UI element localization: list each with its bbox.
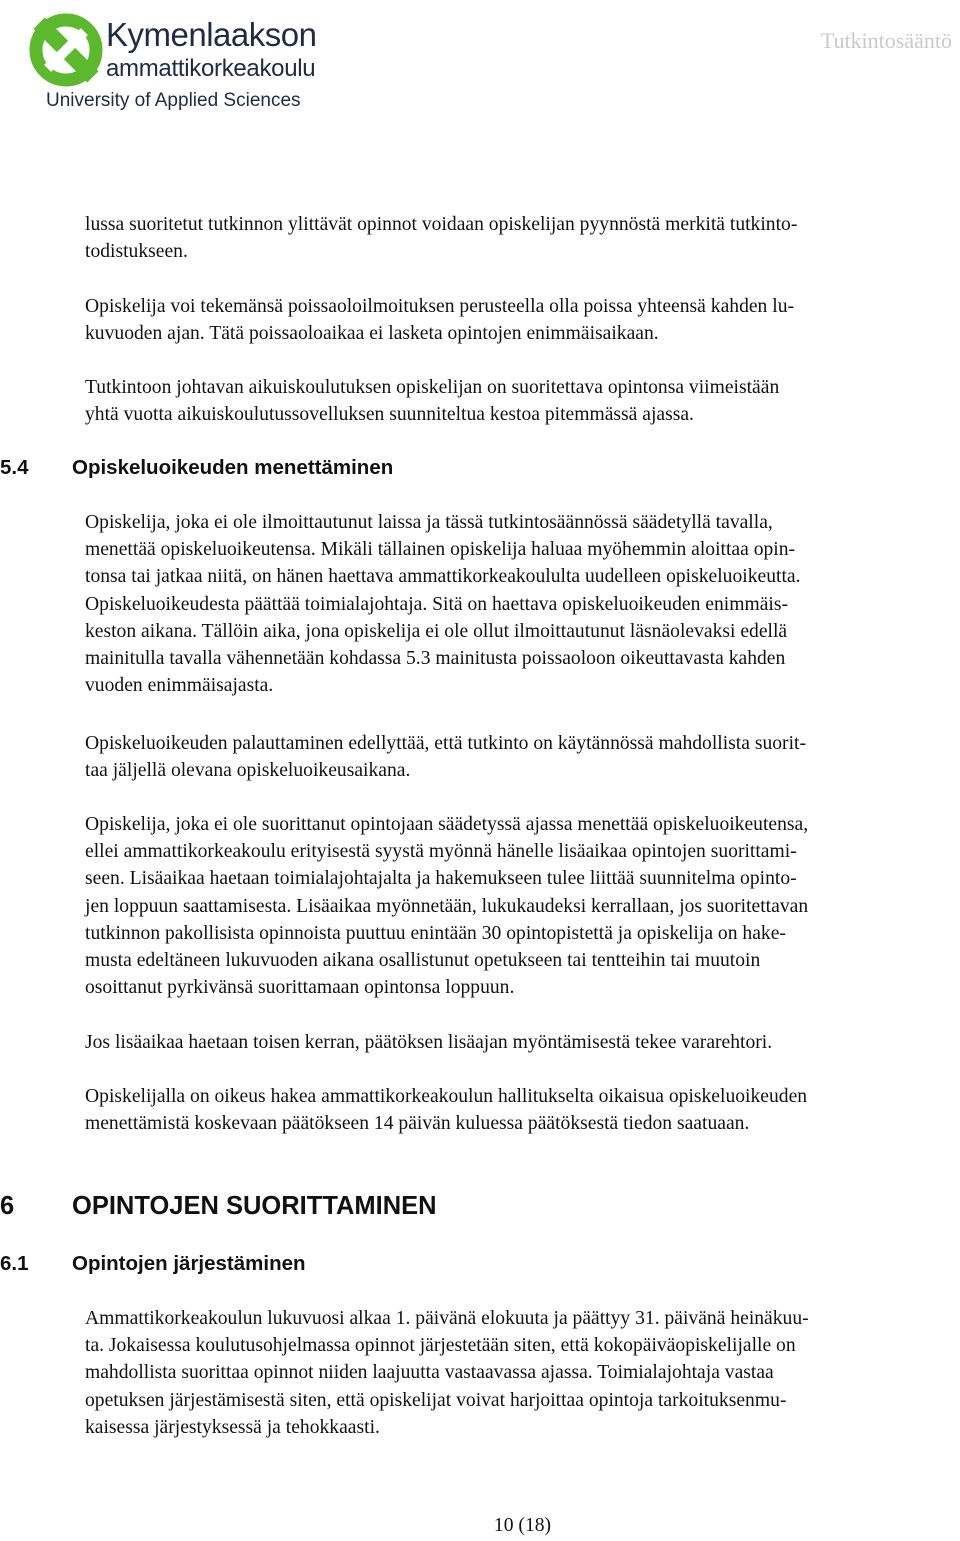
- paragraph-6: [85, 811, 960, 1001]
- paragraph-8: [85, 1083, 960, 1137]
- text-line: vuoden enimmäisajasta.: [85, 675, 274, 697]
- text-line: keston aikana. Tällöin aika, jona opiskelija ei ole ollut ilmoittautunut läsnäolevaksi edellä: [85, 620, 788, 642]
- text-line: tutkinnon pakollisista opinnoista puuttuu enintään 30 opintopistettä ja opiskelija on hake-: [85, 922, 786, 944]
- logo-name: Kymenlaakson: [106, 16, 317, 53]
- section-title: Opintojen järjestäminen: [72, 1252, 306, 1275]
- text-line: osoittanut pyrkivänsä suorittamaan opintonsa loppuun.: [85, 977, 515, 999]
- text-line: Jos lisäaikaa haetaan toisen kerran, päätöksen lisäajan myöntämisestä tekee vararehtori.: [85, 1032, 773, 1053]
- text-line: kuvuoden ajan. Tätä poissaoloaikaa ei lasketa opintojen enimmäisaikaan.: [85, 323, 659, 345]
- text-line: Opiskelija voi tekemänsä poissaoloilmoituksen perusteella olla poissa yhteensä kahden lu-: [85, 296, 795, 317]
- paragraph-3: [85, 374, 960, 428]
- chapter-heading-6: [0, 1192, 437, 1221]
- text-line: Opiskelijalla on oikeus hakea ammattikorkeakoulun hallitukselta oikaisua opiskeluoikeuden: [85, 1086, 808, 1107]
- section-heading-5-4: [0, 456, 393, 480]
- text-line: Ammattikorkeakoulun lukuvuosi alkaa 1. päivänä elokuuta ja päättyy 31. päivänä heinäkuu-: [85, 1308, 809, 1329]
- paragraph-7: [85, 1029, 960, 1056]
- text-line: menettää opiskeluoikeutensa. Mikäli tällainen opiskelija haluaa myöhemmin aloittaa opin-: [85, 539, 796, 561]
- text-line: ellei ammattikorkeakoulu erityisestä syystä myönnä hänelle lisäaikaa opintojen suorittami-: [85, 841, 797, 863]
- text-line: lussa suoritetut tutkinnon ylittävät opinnot voidaan opiskelijan pyynnöstä merkitä tutkinto-: [85, 214, 798, 235]
- text-line: seen. Lisäaikaa haetaan toimialajohtajalta ja hakemukseen tulee liittää suunnitelma opinto-: [85, 868, 797, 890]
- paragraph-2: [85, 293, 960, 347]
- logo-mark-icon: [28, 10, 108, 90]
- text-line: mainitulla tavalla vähennetään kohdassa 5.3 mainitusta poissaoloon oikeuttavasta kahden: [85, 648, 786, 670]
- text-line: kaisessa järjestyksessä ja tehokkaasti.: [85, 1416, 380, 1438]
- document-title: Tutkintosääntö: [820, 28, 952, 53]
- logo-subname: ammattikorkeakoulu: [106, 55, 316, 82]
- university-logo: [28, 8, 328, 116]
- text-line: Tutkintoon johtavan aikuiskoulutuksen opiskelijan on suoritettava opintonsa viimeistään: [85, 377, 780, 398]
- paragraph-1: [85, 211, 960, 265]
- logo-english-name: University of Applied Sciences: [46, 90, 301, 111]
- section-number: 5.4: [0, 456, 29, 479]
- paragraph-4: [85, 509, 960, 699]
- chapter-number: 6: [0, 1192, 15, 1220]
- text-line: mahdollista suorittaa opinnot niiden laajuutta vastaavassa ajassa. Toimialajohtaja vastaa: [85, 1362, 774, 1384]
- text-line: menettämistä koskevaan päätökseen 14 päivän kuluessa päätöksestä tiedon saatuaan.: [85, 1113, 750, 1135]
- text-line: Opiskelija, joka ei ole ilmoittautunut laissa ja tässä tutkintosäännössä säädetyllä tavalla,: [85, 512, 773, 533]
- paragraph-9: [85, 1305, 960, 1441]
- section-title: Opiskeluoikeuden menettäminen: [72, 456, 394, 479]
- text-line: jen loppuun saattamisesta. Lisäaikaa myönnetään, lukukaudeksi kerrallaan, jos suoritettavan: [85, 895, 809, 917]
- section-number: 6.1: [0, 1252, 29, 1275]
- text-line: Opiskeluoikeudesta päättää toimialajohtaja. Sitä on haettava opiskeluoikeuden enimmäis-: [85, 593, 788, 615]
- text-line: Opiskeluoikeuden palauttaminen edellyttää, että tutkinto on käytännössä mahdollista suorit-: [85, 733, 806, 754]
- text-line: yhtä vuotta aikuiskoulutussovelluksen suunniteltua kestoa pitemmässä ajassa.: [85, 404, 694, 426]
- text-line: todistukseen.: [85, 241, 188, 263]
- text-line: musta edeltäneen lukuvuoden aikana osallistunut opetukseen tai tentteihin tai muutoin: [85, 950, 761, 972]
- chapter-title: OPINTOJEN SUORITTAMINEN: [72, 1192, 437, 1220]
- section-heading-6-1: [0, 1252, 306, 1276]
- page-number: 10 (18): [493, 1515, 552, 1536]
- text-line: opetuksen järjestämisestä siten, että opiskelijat voivat harjoittaa opintoja tarkoituksenmu-: [85, 1389, 787, 1411]
- text-line: taa jäljellä olevana opiskeluoikeusaikana.: [85, 760, 411, 782]
- paragraph-5: [85, 730, 960, 784]
- text-line: tonsa tai jatkaa niitä, on hänen haettava ammattikorkeakoululta uudelleen opiskeluoikeutta.: [85, 566, 801, 588]
- text-line: Opiskelija, joka ei ole suorittanut opintojaan säädetyssä ajassa menettää opiskeluoikeutensa,: [85, 814, 809, 835]
- text-line: ta. Jokaisessa koulutusohjelmassa opinnot järjestetään siten, että kokopäiväopiskelijalle on: [85, 1335, 796, 1357]
